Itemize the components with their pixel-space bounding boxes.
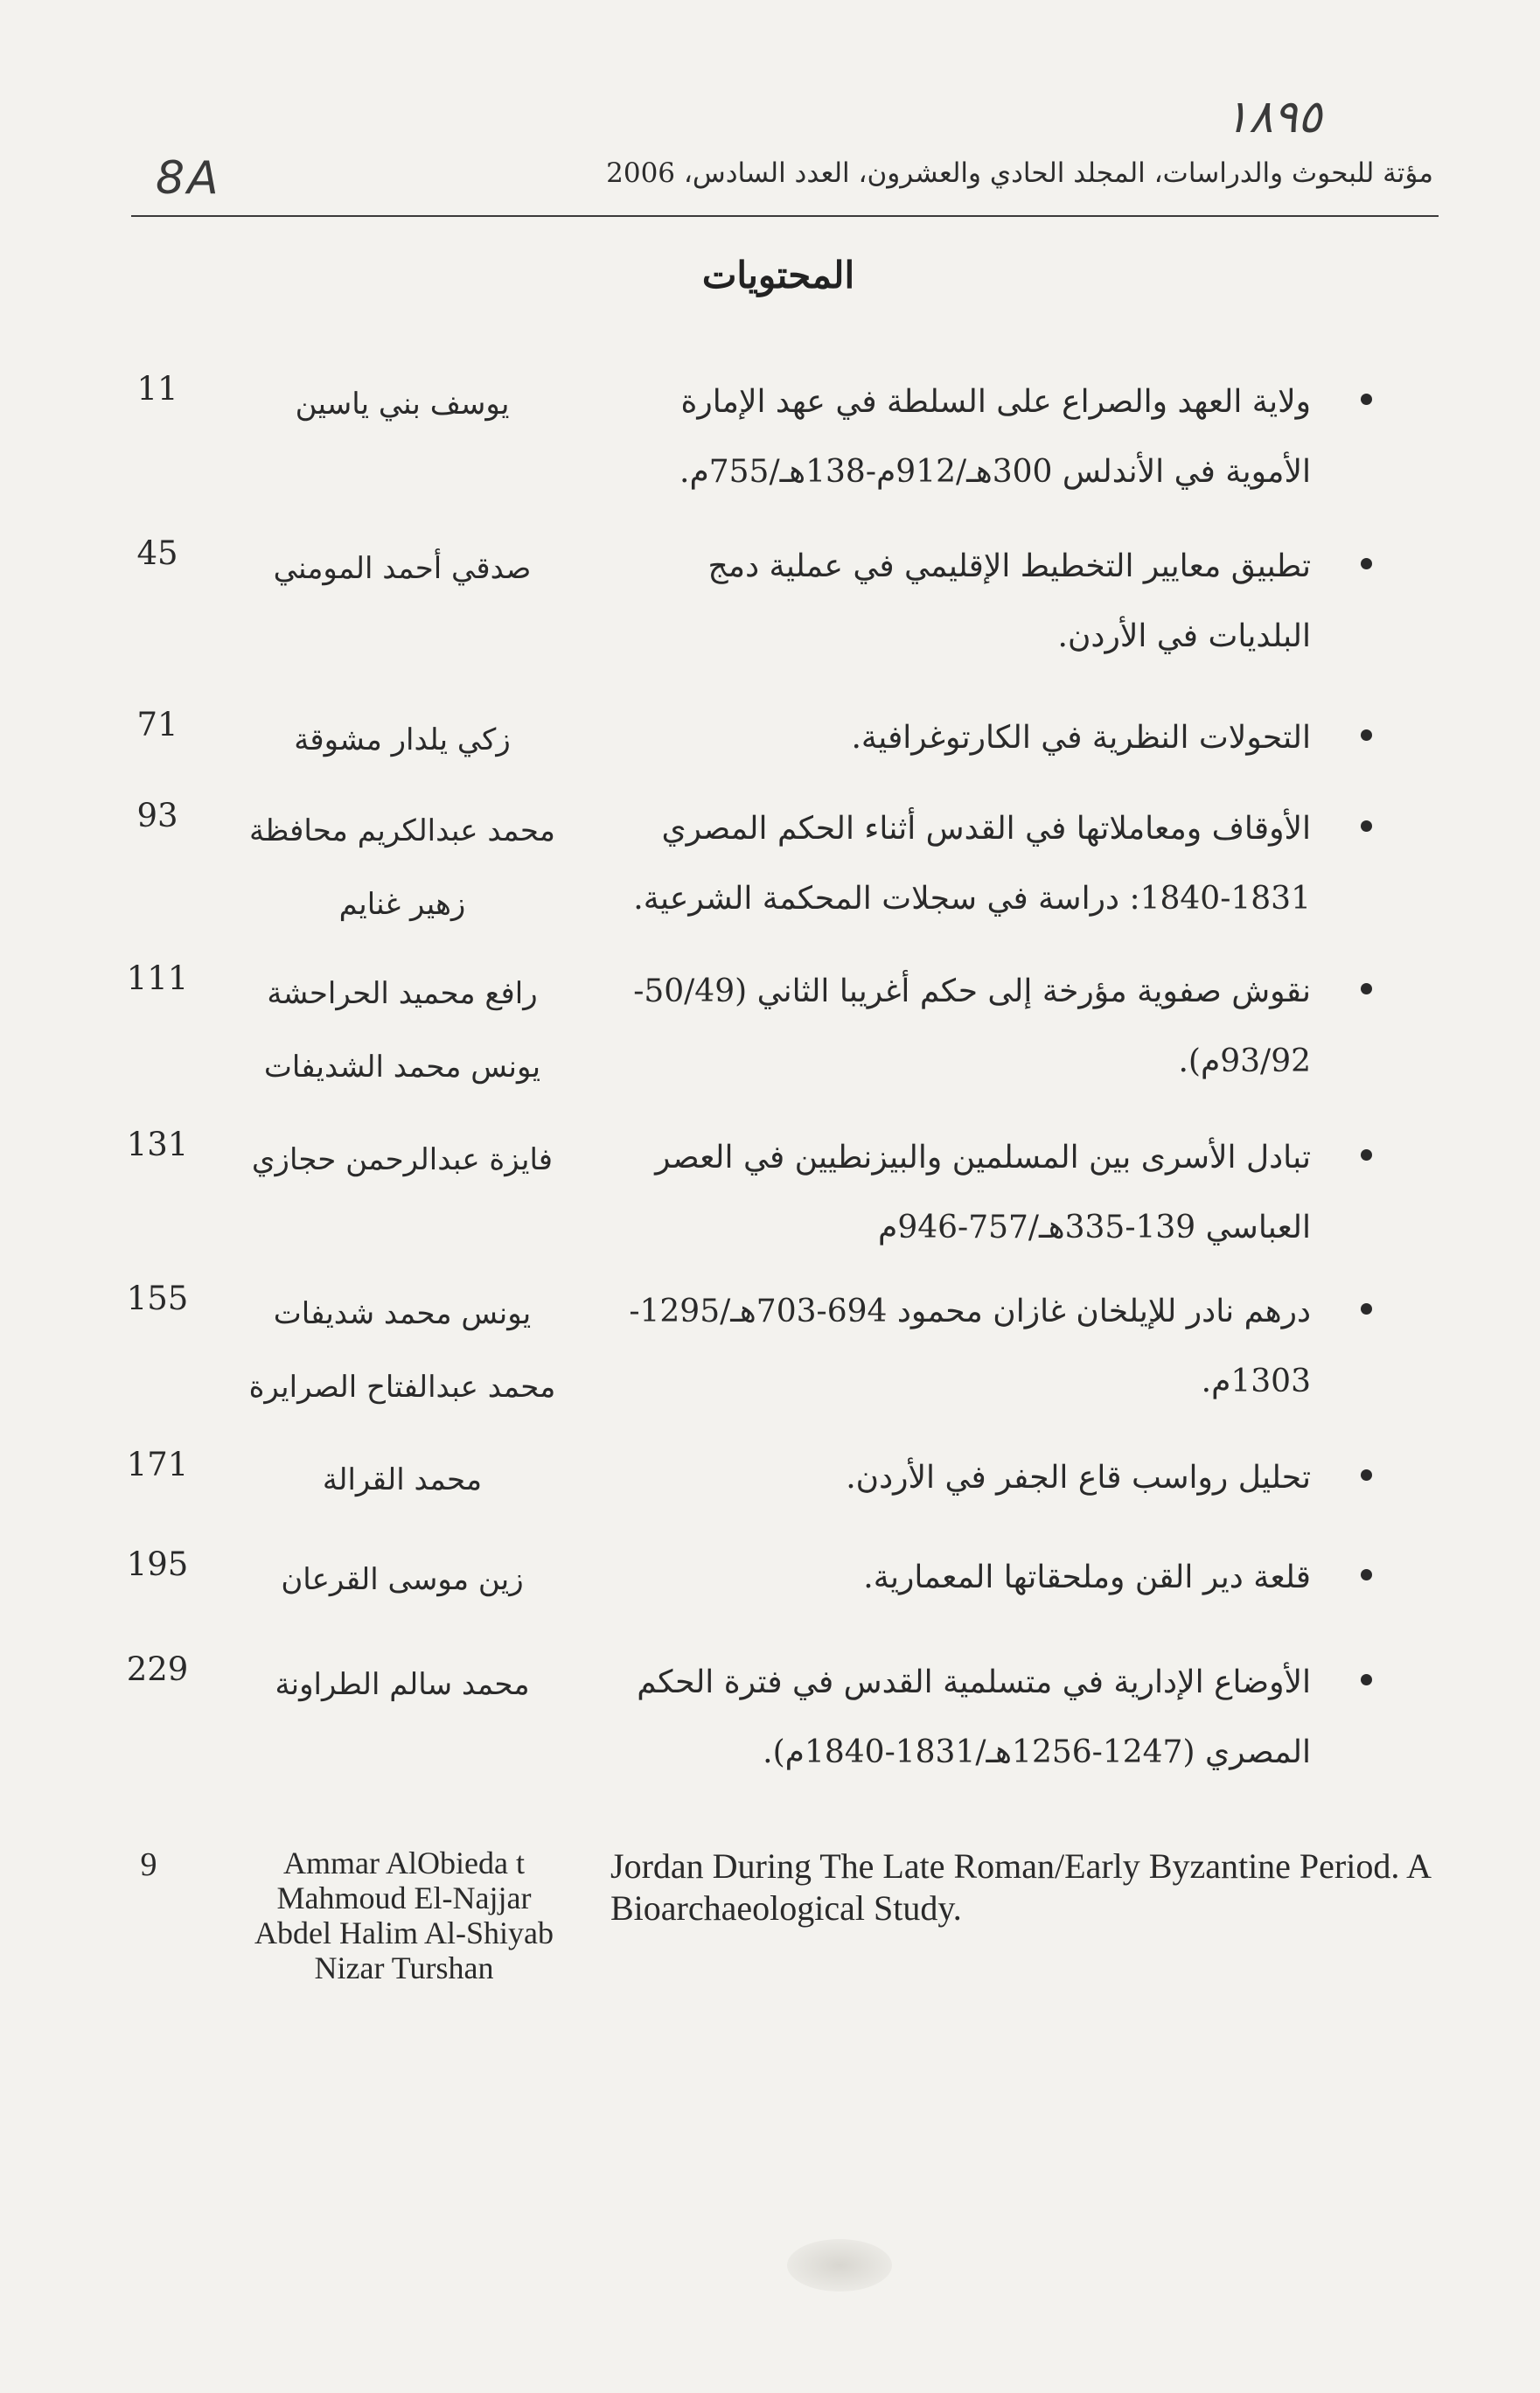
entry-authors: يونس محمد شديفات محمد عبدالفتاح الصرايرة xyxy=(248,1296,556,1405)
toc-entry xyxy=(0,1443,1540,1543)
entry-title: تطبيق معايير التخطيط الإقليمي في عملية دمج البلديات في الأردن. xyxy=(707,548,1311,654)
bullet-icon xyxy=(1361,1674,1372,1685)
entry-title: تبادل الأسرى بين المسلمين والبيزنطيين في العصر العباسي 139-335هـ/757-946م xyxy=(655,1140,1311,1245)
handwritten-page-mark: 8A xyxy=(156,152,221,205)
entry-authors: محمد القرالة xyxy=(322,1462,483,1497)
bullet-icon xyxy=(1361,1469,1372,1481)
entry-authors: زكي يلدار مشوقة xyxy=(294,722,511,757)
entry-authors: زين موسى القرعان xyxy=(281,1562,524,1597)
bullet-icon xyxy=(1361,1303,1372,1315)
entry-title: الأوقاف ومعاملاتها في القدس أثناء الحكم المصري 1831-1840: دراسة في سجلات المحكمة الشرعية. xyxy=(633,811,1311,917)
toc-entry xyxy=(0,1277,1540,1443)
bullet-icon xyxy=(1361,820,1372,832)
entry-authors: رافع محميد الحراحشة يونس محمد الشديفات xyxy=(263,976,541,1085)
entry-page: 131 xyxy=(126,1126,189,1163)
entry-page: 195 xyxy=(126,1545,189,1583)
toc-title: المحتويات xyxy=(701,254,855,297)
entry-authors: فايزة عبدالرحمن حجازي xyxy=(251,1142,554,1177)
journal-header: مؤتة للبحوث والدراسات، المجلد الحادي والعشرون، العدد السادس، 2006 xyxy=(606,157,1433,189)
entry-title: تحليل رواسب قاع الجفر في الأردن. xyxy=(846,1460,1311,1496)
entry-page: 171 xyxy=(126,1446,189,1483)
header-divider xyxy=(131,215,1439,217)
toc-entry xyxy=(0,794,1540,957)
entry-page: 111 xyxy=(126,959,189,997)
entry-page: 155 xyxy=(126,1280,189,1317)
bullet-icon xyxy=(1361,394,1372,405)
entry-page: 229 xyxy=(126,1650,189,1688)
bullet-icon xyxy=(1361,983,1372,994)
entry-title: ولاية العهد والصراع على السلطة في عهد الإمارة الأموية في الأندلس 300هـ/912م-138هـ/755م. xyxy=(679,384,1311,490)
entry-title: Jordan During The Late Roman/Early Byzantine Period. A Bioarchaeological Study. xyxy=(610,1846,1430,1928)
entry-authors: محمد عبدالكريم محافظة زهير غنايم xyxy=(249,813,555,922)
paper-smudge xyxy=(787,2239,892,2292)
toc-entry xyxy=(0,703,1540,794)
handwritten-number: ١٨٩٥ xyxy=(1224,91,1322,143)
toc-entry xyxy=(0,367,1540,525)
entry-title: نقوش صفوية مؤرخة إلى حكم أغريبا الثاني (50/49-93/92م). xyxy=(633,973,1311,1079)
entry-page: 93 xyxy=(136,797,178,834)
toc-entry xyxy=(0,1543,1540,1648)
bullet-icon xyxy=(1361,729,1372,741)
entry-title: الأوضاع الإدارية في متسلمية القدس في فترة الحكم المصري (1247-1256هـ/1831-1840م). xyxy=(637,1664,1311,1770)
entry-title: التحولات النظرية في الكارتوغرافية. xyxy=(851,720,1311,756)
entry-page: 45 xyxy=(136,534,178,572)
toc-entry xyxy=(0,1648,1540,1805)
toc-entry xyxy=(0,957,1540,1123)
entry-page: 11 xyxy=(136,370,178,408)
entry-authors: يوسف بني ياسين xyxy=(295,387,510,422)
entry-authors: محمد سالم الطراونة xyxy=(275,1667,530,1702)
entry-authors: Ammar AlObieda t Mahmoud El-Najjar Abdel Halim Al-Shiyab Nizar Turshan xyxy=(254,1845,554,1985)
entry-title: درهم نادر للإيلخان غازان محمود 694-703هـ/1295-1303م. xyxy=(629,1294,1311,1399)
toc-list xyxy=(0,367,1540,1798)
entry-page: 9 xyxy=(140,1846,157,1883)
entry-authors: صدقي أحمد المومني xyxy=(273,551,532,586)
bullet-icon xyxy=(1361,1569,1372,1580)
toc-entry xyxy=(0,1123,1540,1277)
toc-entry xyxy=(0,532,1540,703)
bullet-icon xyxy=(1361,1149,1372,1161)
entry-title: قلعة دير القن وملحقاتها المعمارية. xyxy=(863,1559,1311,1595)
bullet-icon xyxy=(1361,558,1372,569)
entry-page: 71 xyxy=(136,706,178,743)
